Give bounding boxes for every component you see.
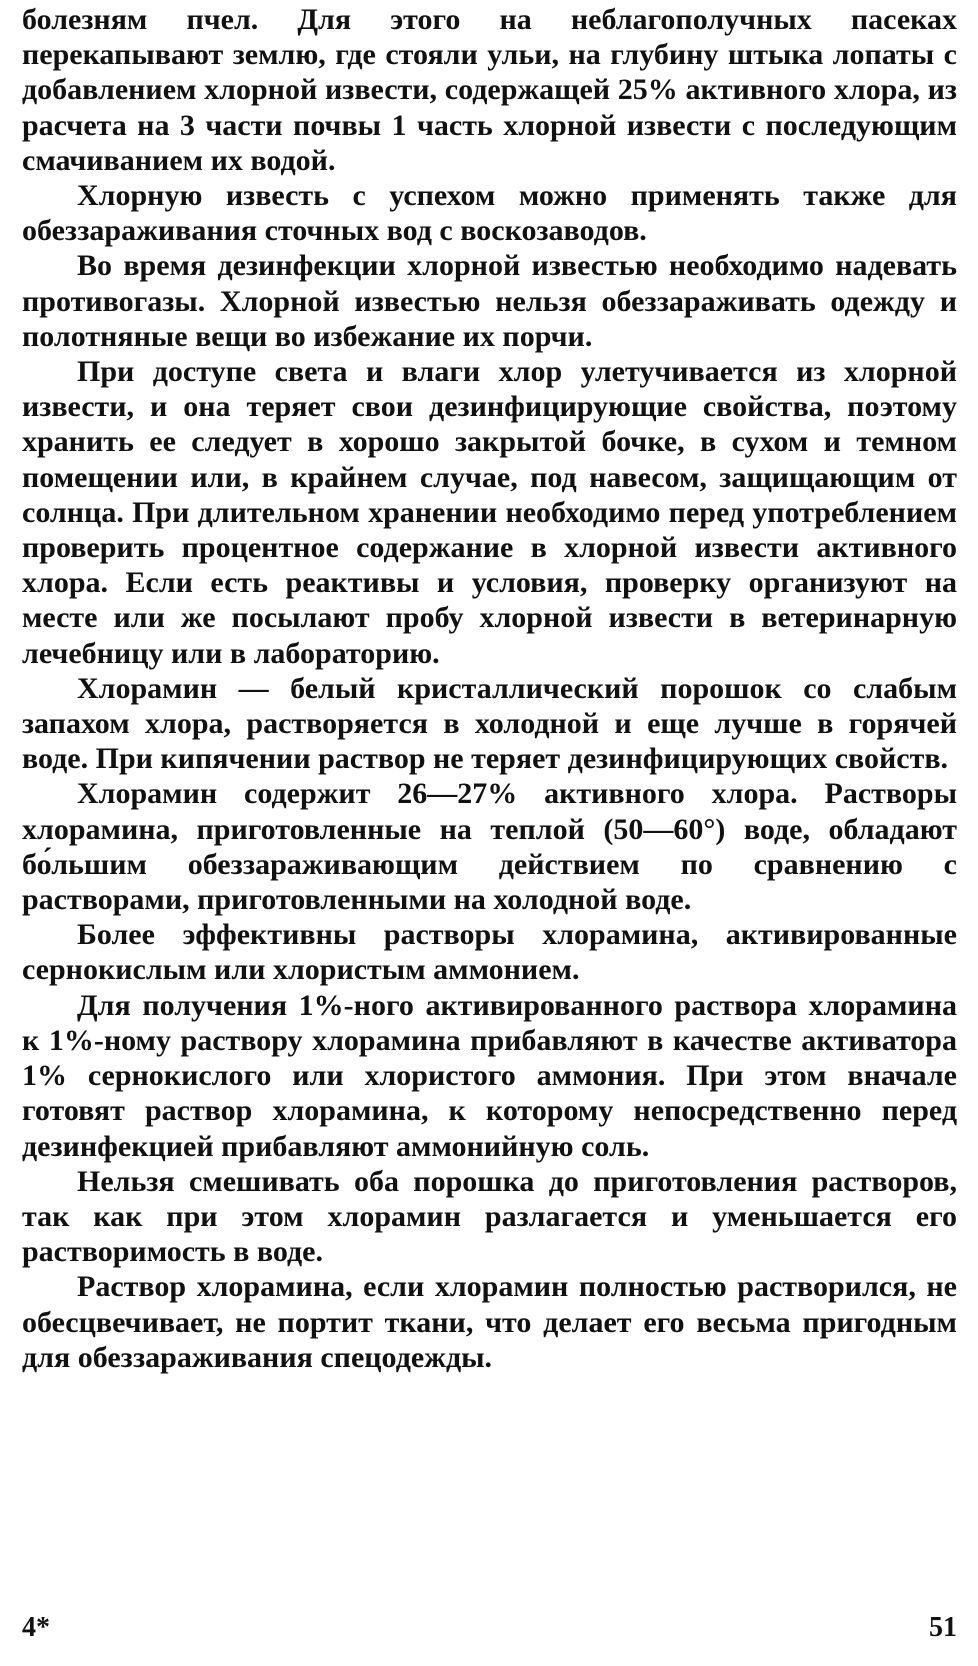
paragraph-10: Раствор хлорамина, если хлорамин полностью растворился, не обесцвечивает, не портит ткани, что делает его весьма пригодным для обеззараживания спецодежды. bbox=[22, 1270, 957, 1374]
paragraph-4: При доступе света и влаги хлор улетучивается из хлорной извести, и она теряет свои дезинфицирующие свойства, поэтому хранить ее следует в хорошо закрытой бочке, в сухом и темном помещении или, в крайнем случае, под навесом, защищающим от солнца. При длительном хранении необходимо перед употреблением проверить процентное содержание в хлорной извести активного хлора. Если есть реактивы и условия, проверку организуют на месте или же посылают пробу хлорной извести в ветеринарную лечебницу или в лабораторию. bbox=[22, 355, 957, 670]
signature-mark: 4* bbox=[22, 1612, 50, 1643]
paragraph-7: Более эффективны растворы хлорамина, активированные сернокислым или хлористым аммонием. bbox=[22, 918, 957, 987]
paragraph-1: болезням пчел. Для этого на неблагополучных пасеках перекапывают землю, где стояли ульи, на глубину штыка лопаты с добавлением хлорной извести, содержащей 25% активного хлора, из расчета на 3 части почвы 1 часть хлорной извести с последующим смачиванием их водой. bbox=[22, 3, 957, 177]
paragraph-9: Нельзя смешивать оба порошка до приготовления растворов, так как при этом хлорамин разлагается и уменьшается его растворимость в воде. bbox=[22, 1164, 957, 1269]
page-body bbox=[22, 2, 957, 1375]
paragraph-2: Хлорную известь с успехом можно применять также для обеззараживания сточных вод с воскозаводов. bbox=[22, 179, 957, 248]
paragraph-5: Хлорамин — белый кристаллический порошок со слабым запахом хлора, растворяется в холодной и еще лучше в горячей воде. При кипячении раствор не теряет дезинфицирующих свойств. bbox=[22, 671, 957, 776]
paragraph-3: Во время дезинфекции хлорной известью необходимо надевать противогазы. Хлорной известью нельзя обеззараживать одежду и полотняные вещи во избежание их порчи. bbox=[22, 249, 957, 353]
page-number: 51 bbox=[929, 1612, 957, 1643]
page-footer bbox=[22, 1612, 957, 1644]
paragraph-8: Для получения 1%-ного активированного раствора хлорамина к 1%-ному раствору хлорамина прибавляют в качестве активатора 1% сернокислого или хлористого аммония. При этом вначале готовят раствор хлорамина, к которому непосредственно перед дезинфекцией прибавляют аммонийную соль. bbox=[22, 988, 957, 1163]
paragraph-6: Хлорамин содержит 26—27% активного хлора. Растворы хлорамина, приготовленные на теплой (50—60°) воде, обладают бо́льшим обеззараживающим действием по сравнению с растворами, приготовленными на холодной воде. bbox=[22, 777, 957, 917]
